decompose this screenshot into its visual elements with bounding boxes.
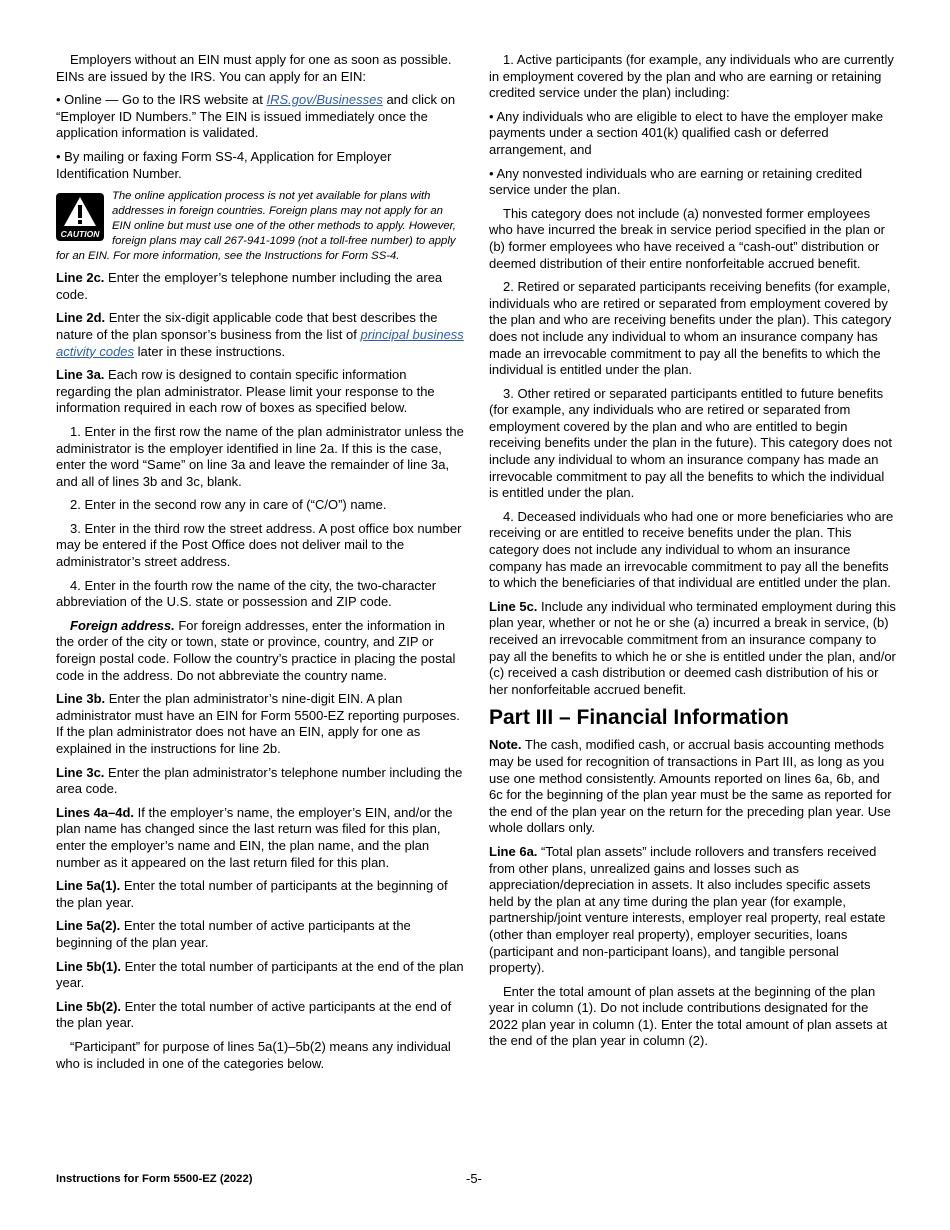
line-heading: Line 2c. xyxy=(56,270,105,286)
paragraph: Employers without an EIN must apply for one as soon as possible. EINs are issued by the IRS. You can apply for an EIN: xyxy=(56,52,452,84)
line-text: “Total plan assets” include rollovers and transfers received from other plans, unrealized gains and losses such as appreciation/depreciation in assets. It also includes specific assets held by the plan at any time during the plan year (for example, partnership/joint venture interests, employer real property, real estate (other than employer real property), employer securities, loans (participant and non-participant loans), and tangible personal property). xyxy=(489,843,886,976)
line-5a2 xyxy=(56,918,464,951)
line-heading: Line 3a. xyxy=(56,367,105,383)
line-heading: Line 5a(1). xyxy=(56,878,121,894)
line-3c xyxy=(56,765,464,798)
line-text: later in these instructions. xyxy=(134,343,286,359)
note xyxy=(489,737,897,837)
line-heading: Foreign address. xyxy=(70,617,175,633)
participant-definition: “Participant” for purpose of lines 5a(1)–5b(2) means any individual who is included in one of the categories below. xyxy=(56,1038,451,1071)
line-text: Include any individual who terminated employment during this plan year, whether or not he or she (a) incurred a break in service, (b) received an irrevocable commitment from an insurance company to pay all the benefits to which he or she is entitled under the plan, and/or (c) received a cash distribution or deemed cash distribution of his or her nonforfeitable accrued benefit. xyxy=(489,598,896,697)
bullet-text: • Online — Go to the IRS website at xyxy=(56,92,267,108)
lines-4a-4d xyxy=(56,805,464,871)
line-heading: Line 6a. xyxy=(489,843,538,859)
numbered-item: 1. Enter in the first row the name of the plan administrator unless the administrator is the employer identified in line 2a. If this is the case, enter the word “Same” on line 3a and leave the remainder of line 3a, and all of lines 3b and 3c, blank. xyxy=(56,423,464,489)
line-heading: Line 5a(2). xyxy=(56,918,121,934)
line-text: Enter the plan administrator’s telephone number including the area code. xyxy=(56,764,463,797)
numbered-item: 4. Deceased individuals who had one or more beneficiaries who are receiving or are entitled to receive benefits under the plan. This category does not include any individual to whom an insurance company has made an irrevocable commitment to pay all the benefits to which the beneficiaries of that individual are entitled under the plan. xyxy=(489,508,894,591)
bullet-item: • Any nonvested individuals who are earning or retaining credited service under the plan. xyxy=(489,165,863,198)
line-6a xyxy=(489,844,897,977)
numbered-item: 3. Other retired or separated participants entitled to future benefits (for example, any individuals who are retired or separated from employment covered by the plan and who are entitled to begin receiving benefits under the plan in the future). This category does not include any individual to whom an insurance company has made an irrevocable commitment to pay all the benefits to which the individual is entitled under the plan. xyxy=(489,385,893,501)
bullet-text: and click on “Employer ID Numbers.” The EIN is issued immediately once the application information is validated. xyxy=(56,92,456,141)
numbered-item: 1. Active participants (for example, any individuals who are currently in employment covered by the plan and who are earning or retaining credited service under the plan) including: xyxy=(489,52,894,101)
line-heading: Line 2d. xyxy=(56,310,106,326)
line-text: For foreign addresses, enter the information in the order of the city or town, state or province, country, and ZIP or foreign postal code. Follow the country’s practice in placing the postal code in the address. Do not abbreviate the country name. xyxy=(56,617,456,683)
foreign-address xyxy=(56,618,464,684)
line-heading: Lines 4a–4d. xyxy=(56,804,135,820)
line-heading: Line 5b(2). xyxy=(56,998,122,1014)
numbered-item: 2. Enter in the second row any in care of (“C/O”) name. xyxy=(70,497,387,513)
line-text: Enter the total number of participants at the end of the plan year. xyxy=(56,958,464,991)
bullet-online xyxy=(56,92,464,142)
line-text: Enter the six-digit applicable code that best describes the nature of the plan sponsor’s business from the list of xyxy=(56,310,438,342)
line-text: Enter the employer’s telephone number including the area code. xyxy=(56,270,443,302)
numbered-item: 4. Enter in the fourth row the name of the city, the two-character abbreviation of the U.S. state or possession and ZIP code. xyxy=(56,577,437,610)
caution-icon xyxy=(56,193,104,241)
numbered-item: 3. Enter in the third row the street address. A post office box number may be entered if the Post Office does not deliver mail to the administrator’s street address. xyxy=(56,520,462,570)
line-text: Each row is designed to contain specific information regarding the plan administrator. Please limit your response to the information required in each row of boxes as specified below. xyxy=(56,367,435,416)
line-heading: Line 5b(1). xyxy=(56,958,122,974)
line-5a1 xyxy=(56,878,464,911)
right-column xyxy=(489,52,897,1057)
line-text: Enter the total number of participants at the beginning of the plan year. xyxy=(56,878,448,910)
paragraph: Enter the total amount of plan assets at the beginning of the plan year in column (1). Do not include contributions designated for the 2022 plan year in column (1). Enter the total amount of plan assets at the end of the plan year in column (2). xyxy=(489,983,888,1049)
line-text: Enter the plan administrator’s nine-digit EIN. A plan administrator must have an EIN for Form 5500-EZ reporting purposes. If the plan administrator does not have an EIN, apply for one as explained in the instructions for line 2b. xyxy=(56,691,460,756)
line-heading: Line 3b. xyxy=(56,691,106,707)
caution-label: CAUTION xyxy=(60,229,100,240)
page-number: -5- xyxy=(466,1171,482,1186)
section-heading: Part III – Financial Information xyxy=(489,706,789,730)
line-heading: Note. xyxy=(489,737,522,753)
left-column xyxy=(56,52,464,1079)
line-text: Enter the total number of active participants at the end of the plan year. xyxy=(56,998,452,1031)
line-text: Enter the total number of active participants at the beginning of the plan year. xyxy=(56,918,411,950)
line-2c xyxy=(56,270,464,303)
business-codes-link[interactable]: principal business activity codes xyxy=(56,326,464,359)
bullet-mail: • By mailing or faxing Form SS-4, Application for Employer Identification Number. xyxy=(56,148,392,181)
line-5b1 xyxy=(56,959,464,992)
caution-text: The online application process is not yet available for plans with addresses in foreign countries. Foreign plans may not apply for an EIN online but must use one of the other methods to apply. However, foreign plans may call 267-941-1099 (not a toll-free number) to apply for an EIN. For more information, see the Instructions for Form SS-4. xyxy=(56,190,456,263)
line-text: The cash, modified cash, or accrual basis accounting methods may be used for recognition of transactions in Part III, as long as you use one method consistently. Amounts reported on lines 6a, 6b, and 6c for the beginning of the plan year must be the same as reported for the end of the plan year on the return for the preceding plan year. Use whole dollars only. xyxy=(489,737,892,836)
line-2d xyxy=(56,310,464,360)
line-text: If the employer’s name, the employer’s EIN, and/or the plan name has changed since the last return was filed for this plan, enter the employer’s name and EIN, the plan name, and the plan number as it appeared on the last return filed for this plan. xyxy=(56,804,453,870)
line-3a xyxy=(56,367,464,417)
line-5c xyxy=(489,599,897,699)
numbered-item: 2. Retired or separated participants receiving benefits (for example, individuals who are retired or separated from employment covered by the plan and who are receiving benefits under the plan). This category does not include any individual to whom an insurance company has made an irrevocable commitment to pay all the benefits to which the individual is entitled under the plan. xyxy=(489,279,892,378)
paragraph: This category does not include (a) nonvested former employees who have incurred the break in service period specified in the plan or (b) former employees who have received a “cash-out” distribution or deemed distribution of their entire nonforfeitable accrued benefit. xyxy=(489,205,886,271)
footer-title: Instructions for Form 5500-EZ (2022) xyxy=(56,1173,253,1185)
line-heading: Line 3c. xyxy=(56,764,105,780)
irs-businesses-link[interactable]: IRS.gov/Businesses xyxy=(266,92,383,108)
bullet-item: • Any individuals who are eligible to elect to have the employer make payments under a section 401(k) qualified cash or deferred arrangement, and xyxy=(489,108,884,157)
line-3b xyxy=(56,691,464,757)
line-5b2 xyxy=(56,999,464,1032)
caution-note xyxy=(56,189,464,264)
line-heading: Line 5c. xyxy=(489,598,538,614)
